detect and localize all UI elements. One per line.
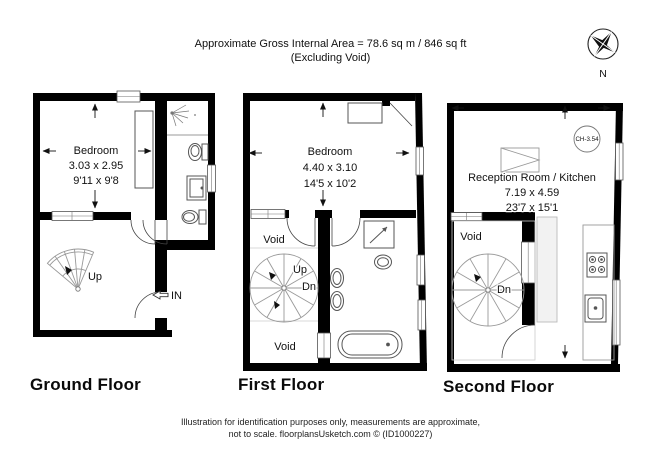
first-floor-title: First Floor <box>238 375 325 394</box>
floor-plan-first <box>236 88 430 380</box>
kitchen-counter <box>583 225 614 360</box>
sink-icon <box>187 176 206 200</box>
disclaimer <box>0 417 661 440</box>
bathtub-icon <box>338 331 402 358</box>
first-void-bottom-label: Void <box>274 341 296 353</box>
toilet-icon-first <box>375 255 392 269</box>
toilet-icon-lower <box>182 210 206 224</box>
first-bedroom-dim-metric: 4.40 x 3.10 <box>302 162 358 174</box>
second-room-dim-metric: 7.19 x 4.59 <box>504 187 560 199</box>
hob-icon <box>587 253 607 277</box>
ground-in-label: IN <box>171 290 182 302</box>
first-up-label: Up <box>292 264 308 276</box>
first-void-top-label: Void <box>263 234 285 246</box>
title-line2: (Excluding Void) <box>290 52 371 64</box>
disclaimer-line1: Illustration for identification purposes only, measurements are approximate, <box>181 417 480 427</box>
ground-bedroom-label: Bedroom <box>73 145 119 157</box>
second-ch-label: CH-3.54 <box>575 136 599 143</box>
kitchen-sink-icon <box>585 295 606 322</box>
walls-first <box>243 93 427 371</box>
first-bedroom-label: Bedroom <box>307 146 353 158</box>
ground-floor-title: Ground Floor <box>30 375 141 394</box>
ground-bedroom-dim-metric: 3.03 x 2.95 <box>68 160 124 172</box>
second-dn-label: Dn <box>496 284 512 296</box>
second-room-label: Reception Room / Kitchen <box>468 172 596 184</box>
shower-icon-first <box>364 221 394 248</box>
floor-plan-ground <box>28 88 220 340</box>
shower-icon <box>167 105 208 135</box>
doors-first <box>287 103 412 246</box>
first-bedroom-dim-imperial: 14'5 x 10'2 <box>303 178 357 190</box>
second-void-label: Void <box>460 231 482 243</box>
bedroom-wardrobe <box>135 111 153 188</box>
glass-partition <box>537 217 557 322</box>
toilet-icon-upper <box>189 144 209 161</box>
compass-north-label: N <box>599 68 607 80</box>
ground-bedroom-dim-imperial: 9'11 x 9'8 <box>73 175 119 187</box>
spiral-staircase-ground <box>47 249 93 291</box>
first-dn-label: Dn <box>301 281 317 293</box>
gross-internal-area-title <box>0 37 661 65</box>
bedroom-closet <box>348 103 382 123</box>
second-room-dim-imperial: 23'7 x 15'1 <box>505 202 559 214</box>
title-line1: Approximate Gross Internal Area = 78.6 sq m / 846 sq ft <box>194 38 467 50</box>
floor-plan-second <box>440 95 635 380</box>
spiral-staircase-second <box>452 254 524 326</box>
second-floor-title: Second Floor <box>443 377 555 396</box>
compass-rose <box>584 27 628 81</box>
sink-icons-first <box>331 269 344 311</box>
disclaimer-line2: not to scale. floorplansUsketch.com © (ID1000227) <box>228 428 433 439</box>
skylight-icon <box>501 148 539 172</box>
ground-up-label: Up <box>87 271 103 283</box>
